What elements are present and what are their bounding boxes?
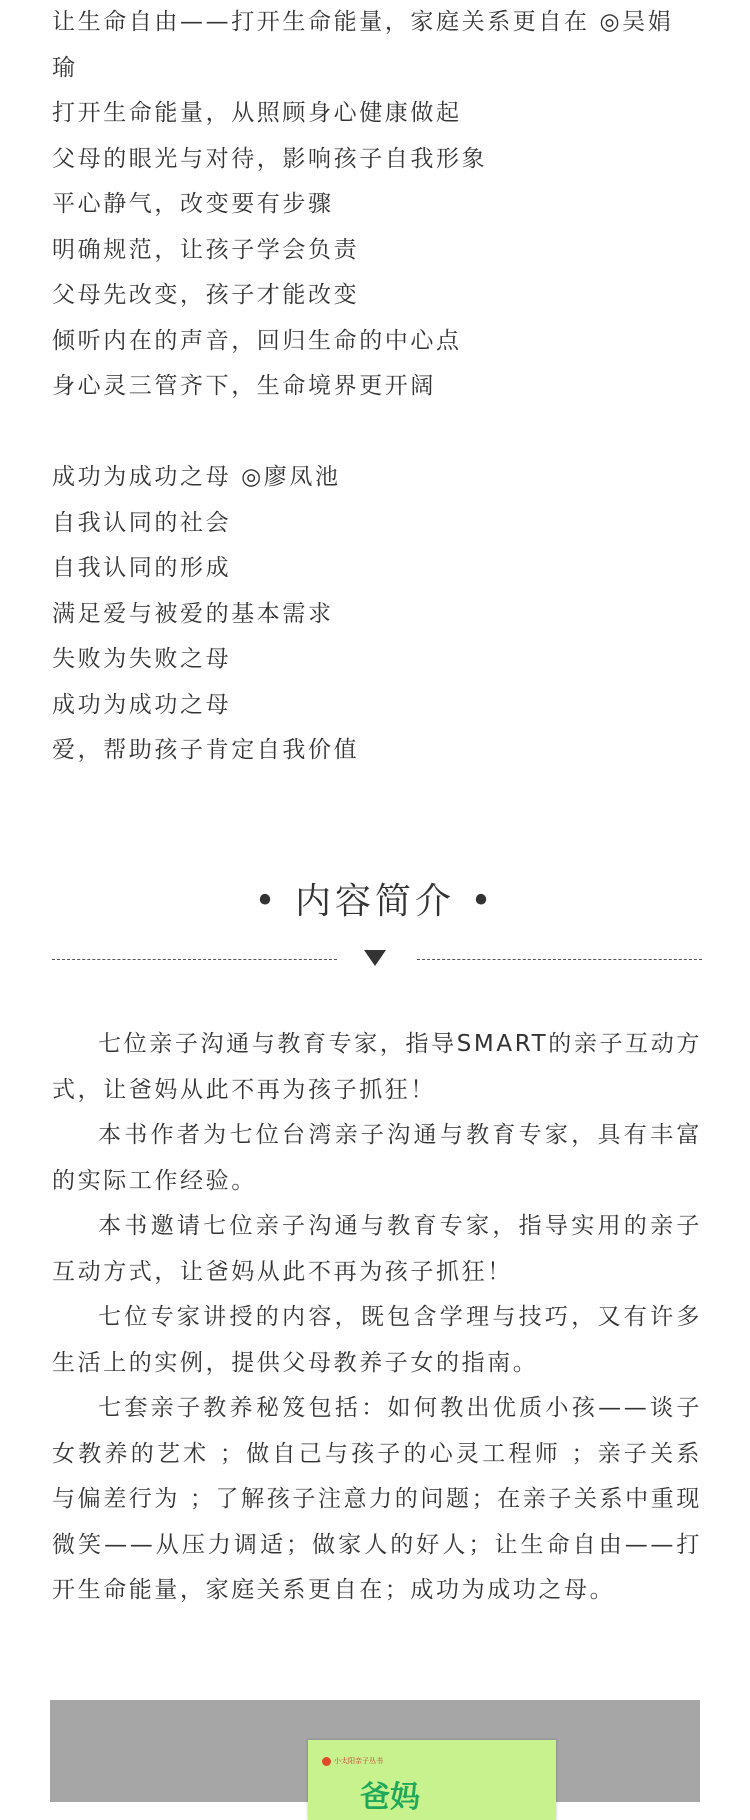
book-cover	[308, 1740, 556, 1820]
toc-item: 平心静气，改变要有步骤	[52, 191, 334, 217]
intro-paragraph: 本书作者为七位台湾亲子沟通与教育专家，具有丰富的实际工作经验。	[52, 1122, 702, 1194]
series-label	[322, 1756, 383, 1766]
publisher-logo-icon	[322, 1757, 331, 1766]
book-cover-panel	[50, 1700, 700, 1815]
spacer	[52, 410, 702, 456]
dashed-line-left	[52, 959, 337, 960]
intro-paragraph: 本书邀请七位亲子沟通与教育专家，指导实用的亲子互动方式，让爸妈从此不再为孩子抓狂！	[52, 1213, 702, 1285]
series-text: 小太阳亲子丛书	[334, 1757, 383, 1765]
dashed-line-right	[417, 959, 702, 960]
toc-item: 父母先改变，孩子才能改变	[52, 282, 360, 308]
triangle-down-icon	[364, 950, 386, 966]
toc-item: 成功为成功之母	[52, 691, 232, 718]
book-title: 爸妈	[360, 1780, 420, 1815]
toc-item: 爱，帮助孩子肯定自我价值	[52, 737, 360, 763]
toc-item: 打开生命能量，从照顾身心健康做起	[52, 100, 462, 126]
toc-item: 身心灵三管齐下，生命境界更开阔	[52, 373, 436, 399]
chapter-title: 成功为成功之母 ◎廖凤池	[52, 464, 341, 490]
toc-item: 明确规范，让孩子学会负责	[52, 236, 360, 263]
intro-paragraph: 七位亲子沟通与教育专家，指导SMART的亲子互动方式，让爸妈从此不再为孩子抓狂！	[52, 1031, 702, 1103]
section-heading: • 内容简介 •	[254, 881, 496, 922]
table-of-contents	[52, 0, 702, 774]
chapter-title-continued: 瑜	[52, 54, 78, 81]
toc-item: 父母的眼光与对待，影响孩子自我形象	[52, 145, 488, 172]
section-divider	[52, 948, 702, 972]
chapter-title: 让生命自由——打开生命能量，家庭关系更自在 ◎吴娟	[52, 9, 674, 35]
toc-item: 自我认同的社会	[52, 509, 232, 536]
toc-item: 倾听内在的声音，回归生命的中心点	[52, 327, 462, 354]
toc-item: 满足爱与被爱的基本需求	[52, 600, 334, 627]
content-introduction	[52, 1022, 702, 1614]
intro-paragraph: 七套亲子教养秘笈包括：如何教出优质小孩——谈子女教养的艺术 ；做自己与孩子的心灵工程师 ；亲子关系与偏差行为 ；了解孩子注意力的问题；在亲子关系中重现微笑——从压力调适；做家人的好人；让生命自由——打开生命能量，家庭关系更自在；成功为成功之母。	[52, 1395, 702, 1603]
toc-item: 自我认同的形成	[52, 555, 232, 581]
toc-item: 失败为失败之母	[52, 646, 232, 672]
intro-paragraph: 七位专家讲授的内容，既包含学理与技巧，又有许多生活上的实例，提供父母教养子女的指南。	[52, 1304, 702, 1376]
